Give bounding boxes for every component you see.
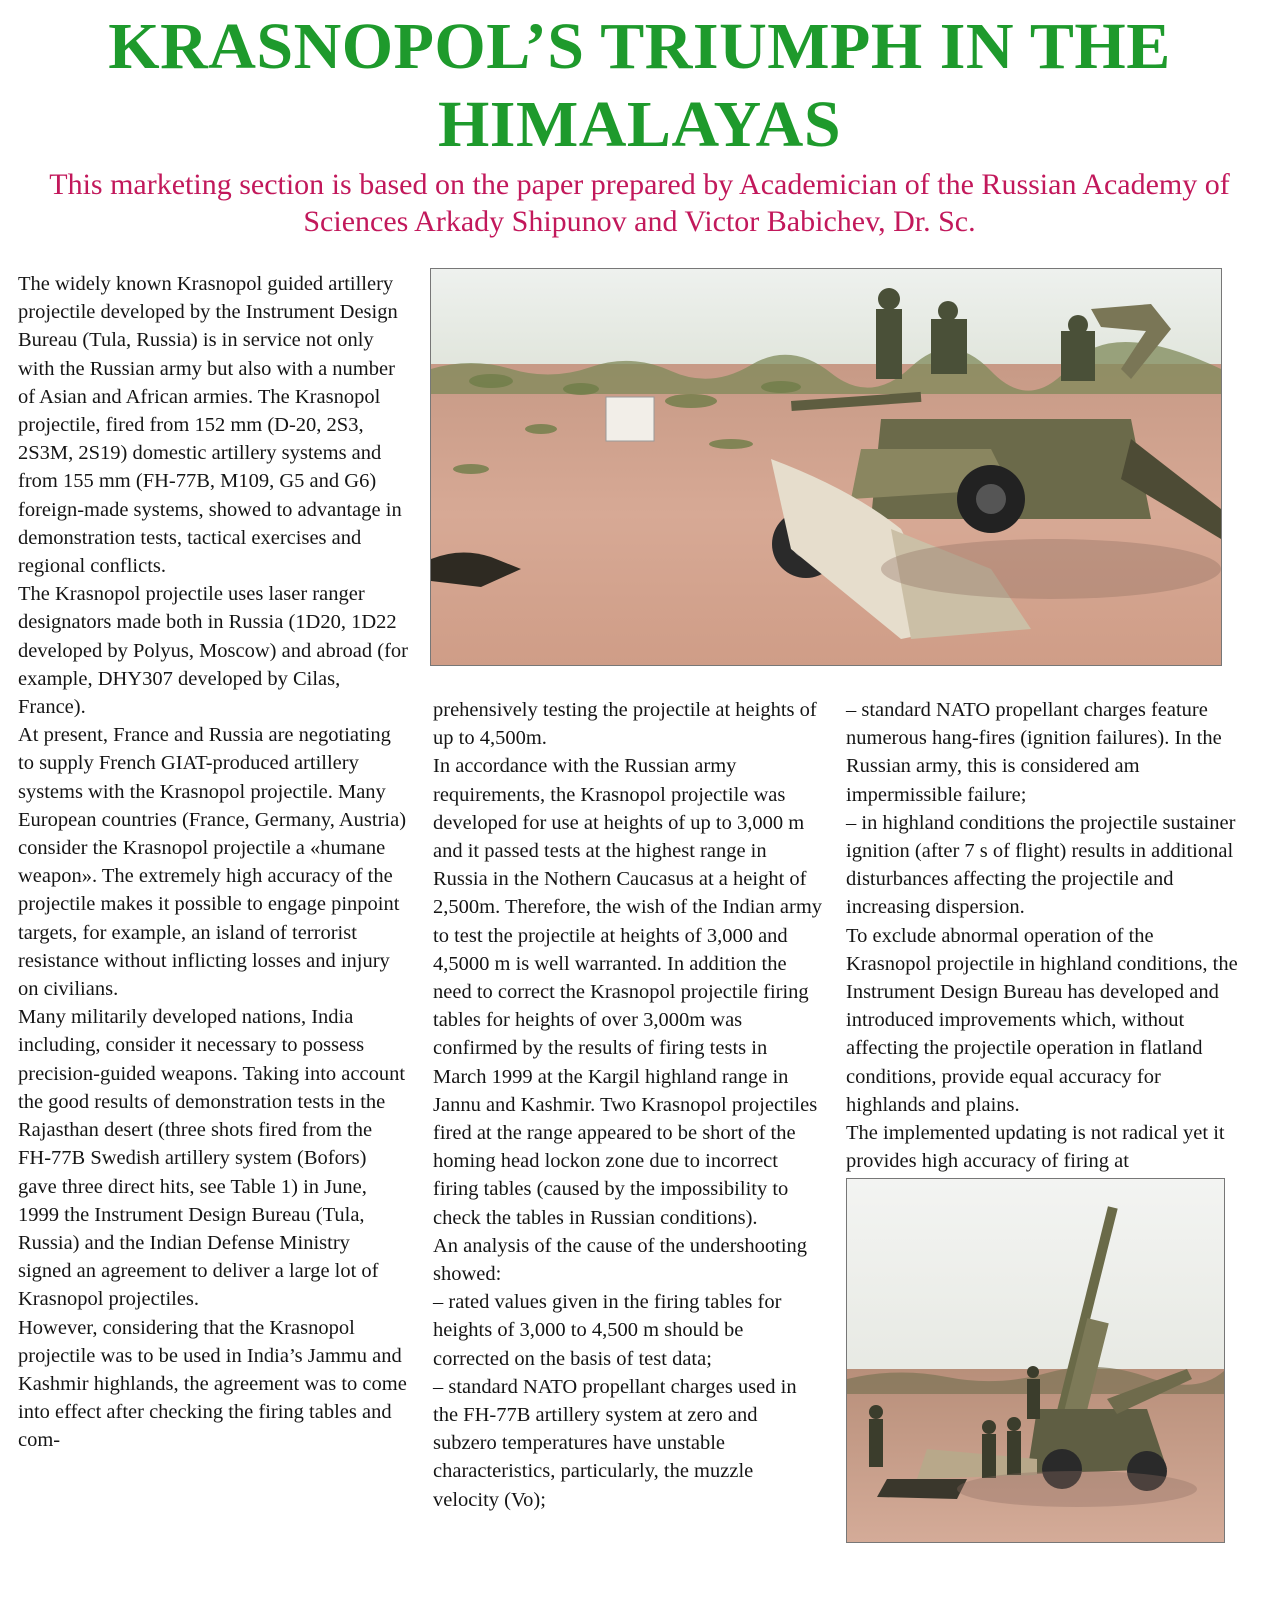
paragraph: – standard NATO propellant charges used in the FH-77B artillery system at zero and subzero temperatures have unstable characteristics, particularly, the muzzle velocity (Vo); [433,1375,797,1511]
paragraph: In accordance with the Russian army requirements, the Krasnopol projectile was developed for use at heights of up to 3,000 m and it passed tests at the highest range in Russia in the Nothern Caucasus at a height of 2,500m. Therefore, the wish of the Indian army to test the projectile at heights of 3,000 and 4,5000 m is well warranted. In addition the need to correct the Krasnopol projectile firing tables for heights of over 3,000m was confirmed by the results of firing tests in March 1999 at the Kargil highland range in Jannu and Kashmir. Two Krasnopol projectiles fired at the range appeared to be short of the homing head lockon zone due to incorrect firing tables (caused by the impossibility to check the tables in Russian conditions). [433,755,823,1229]
paragraph: The widely known Krasnopol guided artillery projectile developed by the Instrument Design Bureau (Tula, Russia) is in service not only with the Russian army but also with a number of Asian and African armies. The Krasnopol projectile, fired from 152 mm (D-20, 2S3, 2S3M, 2S19) domestic artillery systems and from 155 mm (FH-77B, M109, G5 and G6) foreign-made systems, showed to advantage in demonstration tests, tactical exercises and regional conflicts. [18,273,402,578]
paragraph: The Krasnopol projectile uses laser ranger designators made both in Russia (1D20, 1D22 developed by Polyus, Moscow) and abroad (for example, DHY307 developed by Cilas, France). [18,583,408,719]
paragraph: – standard NATO propellant charges feature numerous hang-fires (ignition failures). In the Russian army, this is considered am impermissible failure; [846,699,1222,806]
text-column-1 [18,270,408,1455]
article-title: KRASNOPOL’S TRIUMPH IN THE HIMALAYAS [108,10,1171,161]
photo-howitzer-crew-desert-icon [431,269,1221,665]
article-subtitle: This marketing section is based on the paper prepared by Academician of the Russian Academy of Sciences Arkady Shipunov and Victor Babichev, Dr. Sc. [49,168,1230,238]
howitzer-elevated-photo [846,1178,1225,1543]
howitzer-crew-photo [430,268,1222,666]
paragraph: The implemented updating is not radical yet it provides high accuracy of firing at [846,1122,1225,1173]
text-column-3 [846,696,1238,1175]
photo-howitzer-elevated-barrel-icon [847,1179,1224,1542]
paragraph: To exclude abnormal operation of the Krasnopol projectile in highland conditions, the Instrument Design Bureau has developed and introduced improvements which, without affecting the projectile operation in flatland conditions, provide equal accuracy for highlands and plains. [846,924,1238,1116]
paragraph: – rated values given in the firing tables for heights of 3,000 to 4,500 m should be corrected on the basis of test data; [433,1291,782,1370]
text-column-2 [433,696,823,1514]
paragraph: However, considering that the Krasnopol projectile was to be used in India’s Jammu and Kashmir highlands, the agreement was to come into effect after checking the firing tables and com- [18,1316,407,1452]
paragraph: prehensively testing the projectile at heights of up to 4,500m. [433,699,817,750]
paragraph: – in highland conditions the projectile sustainer ignition (after 7 s of flight) results in additional disturbances affecting the projectile and increasing dispersion. [846,811,1236,919]
paragraph: At present, France and Russia are negotiating to supply French GIAT-produced artillery systems with the Krasnopol projectile. Many European countries (France, Germany, Austria) consider the Krasnopol projectile a «humane weapon». The extremely high accuracy of the projectile makes it possible to engage pinpoint targets, for example, an island of terrorist resistance without inflicting losses and injury on civilians. [18,724,407,1001]
paragraph: Many militarily developed nations, India including, consider it necessary to possess precision-guided weapons. Taking into account the good results of demonstration tests in the Rajasthan desert (three shots fired from the FH-77B Swedish artillery system (Bofors) gave three direct hits, see Table 1) in June, 1999 the Instrument Design Bureau (Tula, Russia) and the Indian Defense Ministry signed an agreement to deliver a large lot of Krasnopol projectiles. [18,1006,406,1311]
paragraph: An analysis of the cause of the undershooting showed: [433,1234,808,1286]
